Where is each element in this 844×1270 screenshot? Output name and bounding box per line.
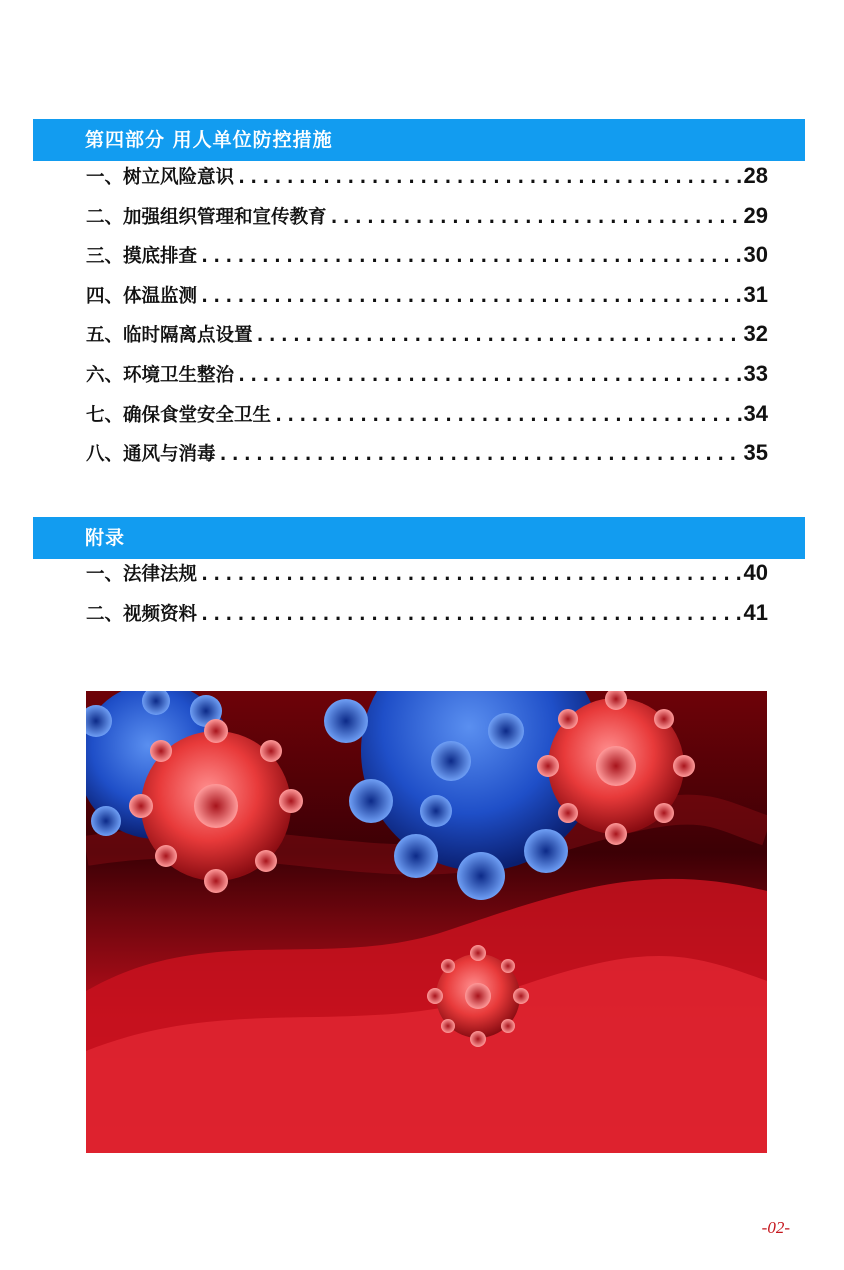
toc-entry[interactable] [86, 560, 768, 600]
dot-leader [199, 286, 742, 307]
toc-entry[interactable] [86, 203, 768, 243]
section-title: 第四部分 用人单位防控措施 [85, 129, 333, 151]
toc-entry-label: 八、通风与消毒 [86, 444, 216, 466]
toc-entry[interactable] [86, 401, 768, 441]
toc-entry-page: 33 [743, 360, 768, 386]
toc-entry-label: 一、法律法规 [86, 564, 198, 585]
dot-leader [329, 207, 742, 228]
toc-entry-page: 28 [743, 163, 768, 188]
toc-entry-page: 40 [743, 560, 768, 585]
toc-entry-page: 34 [743, 400, 768, 426]
dot-leader [199, 604, 742, 625]
toc-entry-label: 五、临时隔离点设置 [86, 325, 253, 347]
toc-entry[interactable] [86, 282, 768, 322]
toc-entry-page: 29 [743, 202, 768, 228]
toc-entry-label: 二、加强组织管理和宣传教育 [86, 206, 327, 228]
toc-entry-page: 32 [743, 321, 768, 347]
toc-part4 [86, 163, 768, 480]
toc-entry-label: 二、视频资料 [86, 603, 198, 625]
dot-leader [236, 365, 742, 386]
toc-entry-page: 41 [743, 599, 768, 625]
dot-leader [218, 444, 742, 465]
toc-entry-page: 30 [743, 242, 768, 268]
section-header-part4 [33, 119, 805, 161]
toc-entry[interactable] [86, 361, 768, 401]
toc-entry-label: 七、确保食堂安全卫生 [86, 404, 272, 426]
section-title: 附录 [85, 527, 126, 549]
toc-entry-label: 六、环境卫生整治 [86, 364, 235, 386]
toc-entry[interactable] [86, 440, 768, 480]
toc-entry[interactable] [86, 321, 768, 361]
section-header-appendix [33, 517, 805, 559]
toc-entry-page: 35 [743, 440, 768, 466]
dot-leader [199, 246, 742, 267]
toc-entry[interactable] [86, 600, 768, 640]
dot-leader [199, 564, 742, 585]
dot-leader [236, 167, 742, 188]
toc-entry[interactable] [86, 163, 768, 203]
toc-entry-page: 31 [743, 281, 768, 307]
toc-entry-label: 四、体温监测 [86, 285, 198, 307]
toc-entry-label: 一、树立风险意识 [86, 167, 235, 188]
toc-entry-label: 三、摸底排查 [86, 246, 198, 268]
toc-appendix [86, 560, 768, 639]
toc-entry[interactable] [86, 242, 768, 282]
dot-leader [273, 405, 742, 426]
virus-illustration [86, 691, 767, 1153]
page-number: -02- [761, 1218, 790, 1237]
dot-leader [255, 325, 742, 346]
